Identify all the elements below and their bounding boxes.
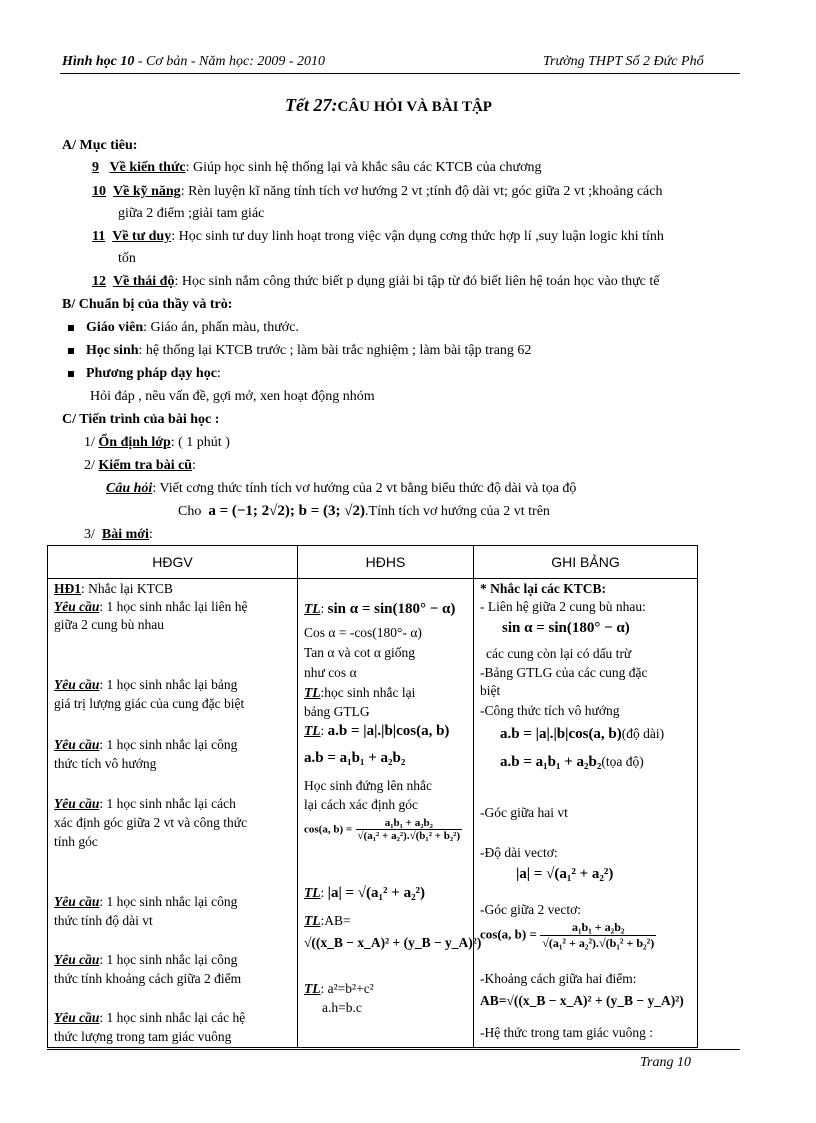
prep-method: Phương pháp dạy học: bbox=[68, 366, 221, 382]
answer-pythagoras: TL: a²=b²+c² bbox=[304, 981, 374, 996]
prep-teacher: Giáo viên: Giáo án, phấn màu, thước. bbox=[68, 320, 299, 336]
answer-distance: √((x_B − x_A)² + (y_B − y_A)²) bbox=[304, 935, 482, 950]
request-3-cont: thức tích vô hướng bbox=[54, 756, 157, 771]
teacher-activity-cell bbox=[48, 579, 298, 1048]
board-sign-note: các cung còn lại có dấu trừ bbox=[486, 646, 632, 661]
method-text: Hỏi đáp , nêu vấn đề, gợi mở, xen hoạt động nhóm bbox=[90, 389, 375, 404]
objective-skills-cont: giữa 2 điểm ;giải tam giác bbox=[118, 206, 265, 221]
request-6: Yêu cầu: 1 học sinh nhắc lại công bbox=[54, 952, 238, 967]
board-distance-formula: AB=√((x_B − x_A)² + (y_B − y_A)²) bbox=[480, 993, 684, 1008]
answer-altitude: a.h=b.c bbox=[322, 1000, 362, 1015]
answer-length: TL: |a| = √(a₁² + a₂²) bbox=[304, 885, 426, 901]
prep-student: Học sinh: hệ thống lại KTCB trước ; làm bài trắc nghiệm ; làm bài tập trang 62 bbox=[68, 343, 531, 359]
answer-recall-cont: bảng GTLG bbox=[304, 704, 370, 719]
answer-dot-length: TL: a.b = |a|.|b|cos(a, b) bbox=[304, 723, 450, 739]
answer-stand: Học sinh đứng lên nhắc bbox=[304, 778, 433, 793]
board-length-heading: -Độ dài vectơ: bbox=[480, 845, 558, 860]
answer-stand-cont: lại cách xác định góc bbox=[304, 797, 418, 812]
section-c-heading: C/ Tiến trình của bài học : bbox=[62, 412, 220, 427]
request-1: Yêu cầu: 1 học sinh nhắc lại liên hệ bbox=[54, 599, 248, 614]
answer-ab: TL:AB= bbox=[304, 913, 351, 928]
header-subject: Hình học 10 bbox=[62, 54, 135, 69]
step-new-lesson: 3/ Bài mới: bbox=[84, 527, 153, 542]
answer-tan-cont: như cos α bbox=[304, 665, 357, 680]
check-given: Cho a = (−1; 2√2); b = (3; √2).Tính tích vơ hướng của 2 vt trên bbox=[178, 503, 550, 519]
board-angle-note: -Góc giữa hai vt bbox=[480, 805, 568, 820]
request-5-cont: thức tính độ dài vt bbox=[54, 913, 153, 928]
board-gtlg: -Bảng GTLG của các cung đặc bbox=[480, 665, 648, 680]
section-b-heading: B/ Chuẩn bị của thầy và trò: bbox=[62, 297, 233, 312]
board-length-formula: |a| = √(a₁² + a₂²) bbox=[516, 866, 614, 882]
answer-recall: TL:học sinh nhắc lại bbox=[304, 685, 416, 700]
objective-attitude: 12 Về thái độ: Học sinh nắm công thức biết p dụng giải bi tập từ đó biết liên hệ toán học vào thực tế bbox=[92, 274, 660, 289]
table-header-row bbox=[48, 546, 698, 579]
page-title bbox=[285, 95, 492, 116]
answer-cos-formula: cos(a, b) = $\frac{\text{a₁b₁ + a₂b₂}}{\text{√(a₁² + a₂²).√(b₁² + b₂²)}}$ bbox=[304, 817, 461, 842]
header-left bbox=[62, 54, 325, 70]
bullet-icon bbox=[68, 371, 74, 377]
bullet-icon bbox=[68, 325, 74, 331]
title-handwritten-lesson: Tết 27: bbox=[285, 95, 338, 115]
objective-thinking-cont: tốn bbox=[118, 251, 136, 266]
answer-sin: TL: sin α = sin(180° − α) bbox=[304, 601, 456, 617]
page-number: Trang 10 bbox=[640, 1055, 691, 1070]
col-header-student: HĐHS bbox=[298, 546, 474, 579]
board-angle-heading: -Góc giữa 2 vectơ: bbox=[480, 902, 582, 917]
board-sin-formula: sin α = sin(180° − α) bbox=[502, 620, 630, 636]
request-2-cont: giá trị lượng giác của cung đặc biệt bbox=[54, 696, 245, 711]
request-6-cont: thức tính khoảng cách giữa 2 điểm bbox=[54, 971, 242, 986]
col-header-teacher: HĐGV bbox=[48, 546, 298, 579]
answer-tan: Tan α và cot α giống bbox=[304, 645, 416, 660]
request-4-cont: xác định góc giữa 2 vt và công thức bbox=[54, 815, 248, 830]
request-4: Yêu cầu: 1 học sinh nhắc lại cách bbox=[54, 796, 236, 811]
check-question: Câu hỏi: Viết cơng thức tính tích vơ hướng của 2 vt bằng biểu thức độ dài và tọa độ bbox=[106, 481, 577, 496]
col-header-board: GHI BẢNG bbox=[474, 546, 698, 579]
step-stabilize: 1/ Ổn định lớp: ( 1 phút ) bbox=[84, 435, 230, 450]
objective-thinking: 11 Về tư duy: Học sinh tư duy linh hoạt trong việc vận dụng cơng thức hợp lí ,suy luận logic khi tính bbox=[92, 229, 664, 244]
answer-cos: Cos α = -cos(180°- α) bbox=[304, 625, 422, 640]
board-dot-length: a.b = |a|.|b|cos(a, b)(độ dài) bbox=[500, 726, 665, 742]
given-vectors-formula: a = (−1; 2√2); b = (3; √2) bbox=[208, 503, 366, 519]
board-dot-coord: a.b = a₁b₁ + a₂b₂(tọa độ) bbox=[500, 754, 644, 770]
header-course-year: - Cơ bản - Năm học: 2009 - 2010 bbox=[134, 54, 325, 69]
activity-1-title: HĐ1: Nhắc lại KTCB bbox=[54, 581, 173, 596]
request-5: Yêu cầu: 1 học sinh nhắc lại công bbox=[54, 894, 238, 909]
board-notes-cell bbox=[474, 579, 698, 1048]
step-check-old-lesson: 2/ Kiểm tra bài cũ: bbox=[84, 458, 196, 473]
bullet-icon bbox=[68, 348, 74, 354]
objective-knowledge: 9 Về kiến thức: Giúp học sinh hệ thống lại và khắc sâu các KTCB của chương bbox=[92, 160, 542, 175]
table-row bbox=[48, 579, 698, 1048]
request-1-cont: giữa 2 cung bù nhau bbox=[54, 617, 165, 632]
objective-skills: 10 Về kỹ năng: Rèn luyện kĩ năng tính tích vơ hướng 2 vt ;tính độ dài vt; góc giữa 2 vt ;khoảng cách bbox=[92, 184, 663, 199]
answer-dot-coord: a.b = a₁b₁ + a₂b₂ bbox=[304, 750, 406, 766]
board-dot-heading: -Công thức tích vô hướng bbox=[480, 703, 620, 718]
request-4-cont2: tính góc bbox=[54, 834, 98, 849]
section-a-heading: A/ Mục tiêu: bbox=[62, 138, 138, 153]
title-text: CÂU HỎI VÀ BÀI TẬP bbox=[337, 99, 492, 115]
board-gtlg-cont: biệt bbox=[480, 683, 501, 698]
board-right-triangle: -Hệ thức trong tam giác vuông : bbox=[480, 1025, 654, 1040]
footer-rule bbox=[47, 1049, 740, 1050]
request-7: Yêu cầu: 1 học sinh nhắc lại các hệ bbox=[54, 1010, 246, 1025]
lesson-table bbox=[47, 545, 698, 1048]
board-distance-heading: -Khoảng cách giữa hai điểm: bbox=[480, 971, 637, 986]
student-activity-cell bbox=[298, 579, 482, 1048]
header-rule bbox=[60, 73, 740, 74]
board-cos-formula: cos(a, b) = $\frac{\text{a₁b₁ + a₂b₂}}{\text{√(a₁² + a₂²).√(b₁² + b₂²)}}$ bbox=[480, 920, 655, 950]
request-3: Yêu cầu: 1 học sinh nhắc lại công bbox=[54, 737, 238, 752]
request-7-cont: thức lượng trong tam giác vuông bbox=[54, 1029, 232, 1044]
request-2: Yêu cầu: 1 học sinh nhắc lại bảng bbox=[54, 677, 238, 692]
header-school: Trường THPT Số 2 Đức Phổ bbox=[543, 54, 704, 69]
board-heading: * Nhắc lại các KTCB: bbox=[480, 581, 606, 596]
board-supplementary: - Liên hệ giữa 2 cung bù nhau: bbox=[480, 599, 646, 614]
